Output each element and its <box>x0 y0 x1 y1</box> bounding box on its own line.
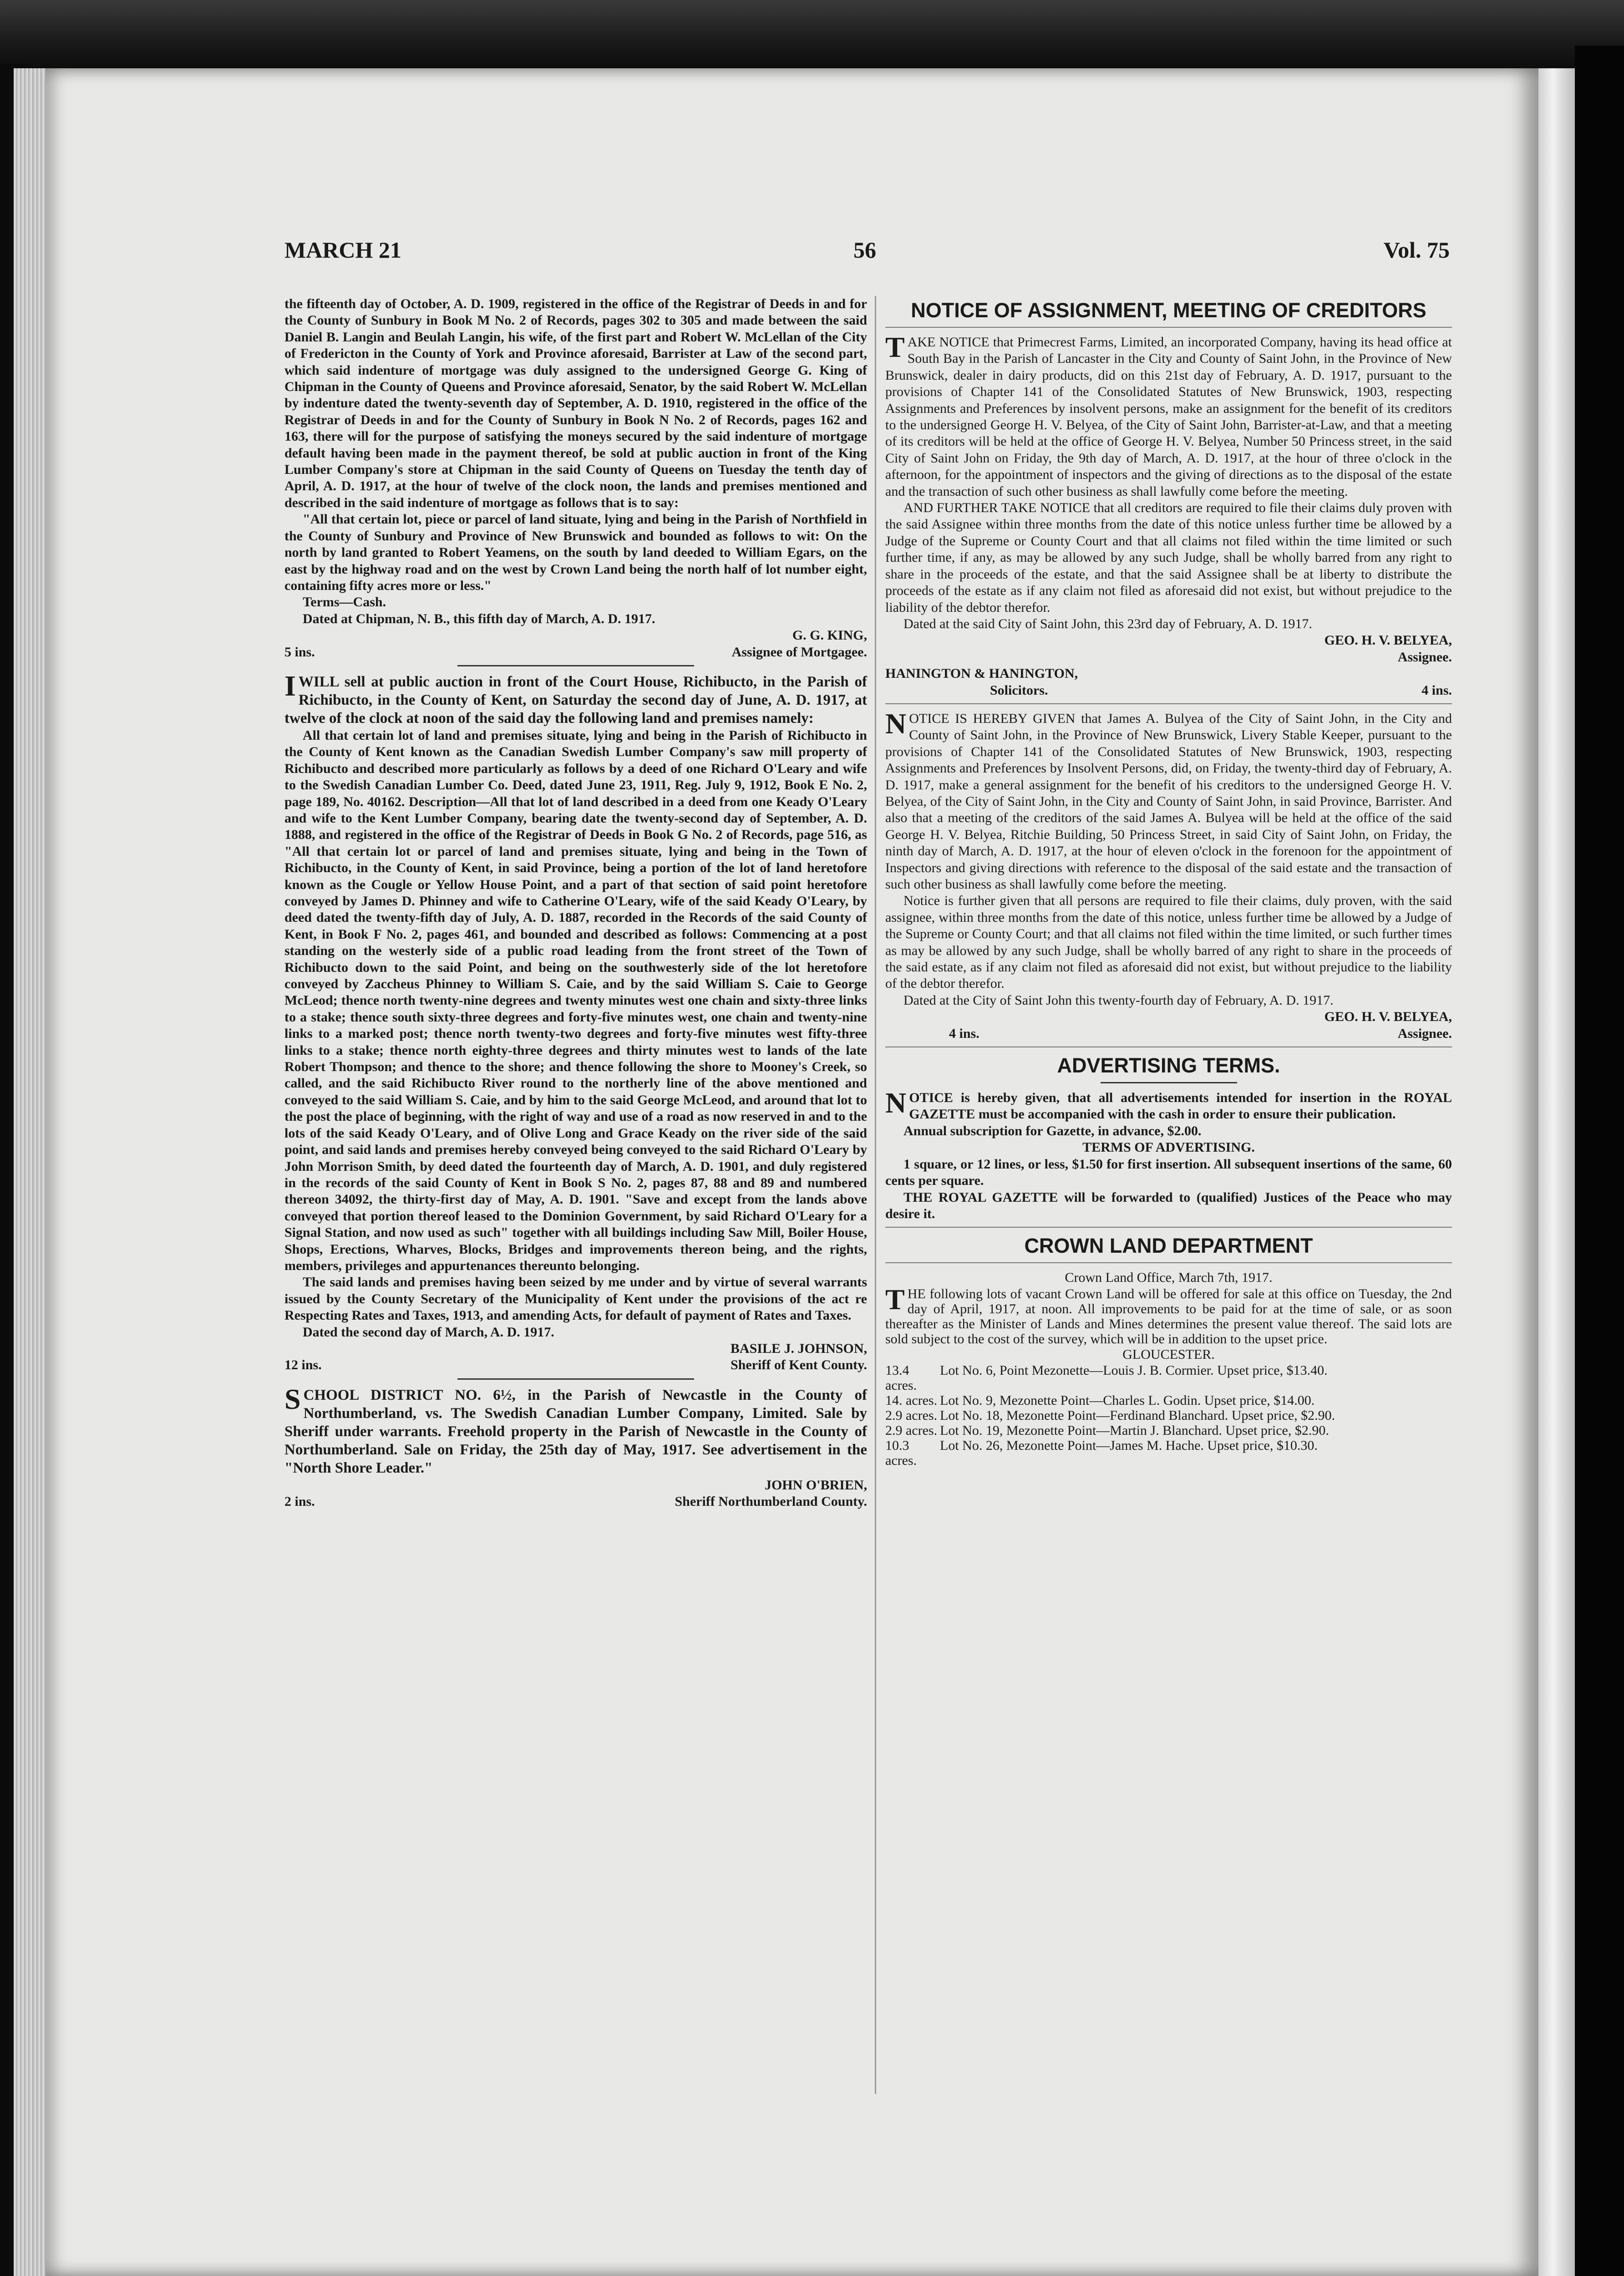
auction-signer: BASILE J. JOHNSON, <box>730 1341 867 1356</box>
lot-desc: Lot No. 6, Point Mezonette—Louis J. B. Cormier. Upset price, $13.40. <box>940 1363 1328 1378</box>
separator-rule <box>885 1227 1452 1228</box>
assignment-title: NOTICE OF ASSIGNMENT, MEETING OF CREDITORS <box>911 299 1426 322</box>
crown-lot-item <box>885 1363 1452 1393</box>
advertising-subtitle: TERMS OF ADVERTISING. <box>1082 1140 1255 1155</box>
assignment-footer <box>885 682 1452 699</box>
lot-desc: Lot No. 9, Mezonette Point—Charles L. Godin. Upset price, $14.00. <box>940 1393 1315 1408</box>
lot-acres: 2.9 acres. <box>885 1408 938 1423</box>
page-right-edge <box>1538 68 1575 2276</box>
assignment-p2: AND FURTHER TAKE NOTICE that all creditors are required to file their claims duly proven with the said Assignee within three months from the date of this notice unless further time be allowed by a Judge of the Supreme or County Court and that all claims not filed within the time limited or such further time, if any, as may be allowed by any such Judge, shall be wholly barred from any right to share in the proceeds of the estate, and that the said Assignee shall be at liberty to distribute the proceeds of the estate as if any claim not filed as aforesaid did not exist, but without prejudice to the liability of the debtor therefor. <box>885 500 1452 615</box>
title-rule <box>885 327 1452 328</box>
school-role: Sheriff Northumberland County. <box>675 1494 867 1509</box>
column-divider <box>875 296 876 2094</box>
mortgage-quote: "All that certain lot, piece or parcel of land situate, lying and being in the Parish of Northfield in the County of Sunbury and Province of New Brunswick and bounded as follows to wit: On the north by land granted to Robert Yeamens, on the south by land deeded to William Egars, on the east by the highway road and on the west by Crown Land being the north half of lot number eight, containing fifty acres more or less." <box>284 512 867 593</box>
bulyea-p1: NOTICE IS HEREBY GIVEN that James A. Bulyea of the City of Saint John, in the City and County of Saint John, in the Province of New Brunswick, Livery Stable Keeper, pursuant to the provisions of Chapter 141 of the Consolidated Statutes of New Brunswick, 1903, respecting Assignments and Preferences by Insolvent Persons, did, on Friday, the twenty-third day of February, A. D. 1917, make a general assignment for the benefit of his creditors to the undersigned George H. V. Belyea, of the City of Saint John, in the City and County of Saint John, in said Province, Barrister. And also that a meeting of the creditors of the said James A. Bulyea will be held at the office of the said George H. V. Belyea, Ritchie Building, 50 Princess Street, in said City of Saint John, on Friday, the ninth day of March, A. D. 1917, at the hour of eleven o'clock in the forenoon for the appointment of Inspectors and giving directions with reference to the disposal of the said estate and the transaction of such other business as shall lawfully come before the meeting. <box>885 707 1452 892</box>
advertising-p3: 1 square, or 12 lines, or less, $1.50 for first insertion. All subsequent insertions of the same, 60 cents per square. <box>885 1156 1452 1189</box>
header-volume: Vol. 75 <box>1383 237 1450 263</box>
mortgage-role: Assignee of Mortgagee. <box>731 644 867 660</box>
mortgage-ins: 5 ins. <box>284 644 315 660</box>
lot-acres: 10.3 acres. <box>885 1438 917 1468</box>
assignment-ins: 4 ins. <box>1421 682 1452 698</box>
court-house-auction-notice <box>284 669 867 1374</box>
school-district-notice <box>284 1382 867 1510</box>
bulyea-role: Assignee. <box>1397 1026 1452 1041</box>
assignment-p1: TAKE NOTICE that Primecrest Farms, Limited, an incorporated Company, having its head office at South Bay in the Parish of Lancaster in the City and County of Saint John, in the Province of New Brunswick, dealer in dairy products, did on this 21st day of February, A. D. 1917, pursuant to the provisions of Chapter 141 of the Consolidated Statutes of New Brunswick, 1903, respecting Assignments and Preferences by insolvent persons, make an assignment for the benefit of its creditors to the undersigned George H. V. Belyea, of the City of Saint John, Barrister-at-Law, and that a meeting of its creditors will be held at the office of George H. V. Belyea, Number 50 Princess street, in the said City of Saint John on Friday, the 9th day of March, A. D. 1917, at the hour of three o'clock in the afternoon, for the appointment of inspectors and the giving of directions as to the disposal of the estate and the transaction of such other business as shall lawfully come before the meeting. <box>885 331 1452 499</box>
auction-role: Sheriff of Kent County. <box>731 1357 867 1373</box>
auction-body: All that certain lot of land and premises situate, lying and being in the Parish of Richibucto in the County of Kent known as the Canadian Swedish Lumber Company's saw mill property of Richibucto and described more particularly as follows by a deed of one Richard O'Leary and wife to the Swedish Canadian Lumber Co. Deed, dated June 23, 1911, Reg. July 9, 1912, Book E No. 2, page 189, No. 40162. Description—All that lot of land described in a deed from one Keady O'Leary and wife to the Kent Lumber Company, bearing date the twenty-second day of September, A. D. 1888, and registered in the office of the Registrar of Deeds in Book G No. 2 of Records, page 516, as "All that certain lot or parcel of land and premises situate, lying and being in the Town of Richibucto, in the County of Kent, in said Province, being a portion of the lot of land heretofore known as the Cougle or Yellow House Point, and a part of that section of said point heretofore conveyed by James D. Phinney and wife to Catherine O'Leary, wife of the said Keady O'Leary, by deed dated the twenty-fifth day of July, A. D. 1887, recorded in the Records of the said County of Kent, in Book F No. 2, pages 461, and bounded and described as follows: Commencing at a post standing on the westerly side of a public road leading from the front street of the Town of Richibucto down to the said Point, and being on the southwesterly side of the lot heretofore conveyed by Zaccheus Phinney to William S. Caie, and by the said William S. Caie to George McLeod; thence north twenty-nine degrees and twenty minutes west one chain and sixty-three links to a stake; thence south sixty-three degrees and forty-five minutes west, one chain and twenty-nine links to a marked post; thence north twenty-two degrees and forty-five minutes west fifty-three links to a stake; thence north eighty-three degrees and thirty minutes west to lands of the late Robert Thompson; and thence to the shore; and thence following the shore to Mooney's Creek, so called, and the said Richibucto River round to the northerly line of the above mentioned and conveyed to the said William S. Caie, and by him to the said George McLeod, and around that lot to the post the place of beginning, with the right of way and use of a road as now reserved in and to the lots of the said Keady O'Leary, and of Olive Long and Grace Keady on the river side of the said point, and said lands and premises hereby conveyed being conveyed to the said Richard O'Leary by John Morrison Smith, by deed dated the fourteenth day of March, A. D. 1901, and duly registered in the records of the said County of Kent in Book S No. 2, pages 87, 88 and 89 and numbered thereon 34092, the thirty-first day of May, A. D. 1901. "Save and except from the lands above conveyed that portion thereof leased to the Dominion Government, by said Richard O'Leary for a Signal Station, and now used as such" together with all buildings including Saw Mill, Boiler House, Shops, Erections, Wharves, Blocks, Bridges and improvements thereon being, and the rights, members, privileges and appurtenances thereunto belonging. <box>284 727 867 1273</box>
mortgage-footer <box>284 644 867 660</box>
auction-dated: Dated the second day of March, A. D. 1917. <box>303 1324 554 1340</box>
lot-desc: Lot No. 26, Mezonette Point—James M. Hache. Upset price, $10.30. <box>940 1438 1318 1453</box>
crown-lot-list <box>885 1363 1452 1468</box>
advertising-terms <box>885 1054 1452 1222</box>
auction-seized: The said lands and premises having been seized by me under and by virtue of several warrants issued by the County Secretary of the Municipality of Kent under the provisions of the act re Respecting Rates and Taxes, 1913, and amending Acts, for default of payment of Rates and Taxes. <box>284 1275 867 1323</box>
crown-lot-item <box>885 1423 1452 1438</box>
crown-p1: THE following lots of vacant Crown Land will be offered for sale at this office on Tuesday, the 2nd day of April, 1917, at noon. All improvements to be paid for at the time of sale, or as soon thereafter as the Minister of Lands and Mines determines the present value thereof. The said lots are sold subject to the cost of the survey, which will be in addition to the upset price. <box>885 1283 1452 1346</box>
school-text: SCHOOL DISTRICT NO. 6½, in the Parish of Newcastle in the County of Northumberland, vs. The Swedish Canadian Lumber Company, Limited. Sale by Sheriff under warrants. Freehold property in the Parish of Newcastle in the County of Northumberland. Sale on Friday, the 25th day of May, 1917. See advertisement in the "North Shore Leader." <box>284 1382 867 1476</box>
advertising-title: ADVERTISING TERMS. <box>1057 1054 1280 1077</box>
header-page-number: 56 <box>853 237 876 263</box>
crown-title: CROWN LAND DEPARTMENT <box>1024 1234 1313 1258</box>
crown-lot-item <box>885 1408 1452 1423</box>
school-footer <box>284 1494 867 1510</box>
separator-rule <box>885 703 1452 704</box>
bulyea-assignment-notice <box>885 707 1452 1042</box>
page-header <box>284 237 1450 269</box>
bulyea-dated: Dated at the City of Saint John this twenty-fourth day of February, A. D. 1917. <box>903 992 1334 1008</box>
scan-background-right <box>1575 46 1624 2276</box>
crown-lot-item <box>885 1393 1452 1408</box>
school-ins: 2 ins. <box>284 1494 315 1509</box>
crown-office: Crown Land Office, March 7th, 1917. <box>1065 1270 1273 1285</box>
title-rule <box>1101 1082 1237 1083</box>
page-stack-edge <box>14 68 50 2276</box>
auction-ins: 12 ins. <box>284 1357 322 1373</box>
assignment-solicitor-role: Solicitors. <box>990 682 1048 698</box>
advertising-p1: NOTICE is hereby given, that all advertisements intended for insertion in the ROYAL GAZETTE must be accompanied with the cash in order to ensure their publication. <box>885 1087 1452 1122</box>
auction-intro: IWILL sell at public auction in front of the Court House, Richibucto, in the Parish of Richibucto, in the County of Kent, on Saturday the second day of June, A. D. 1917, at twelve of the clock at noon of the said day the following land and premises namely: <box>284 669 867 726</box>
bulyea-p2: Notice is further given that all persons are required to file their claims, duly proven, with the said assignee, within three months from the date of this notice, unless further time be allowed by a Judge of the Supreme or County Court; and that all claims not filed within the time limited, or such further times as may be allowed by any such Judge, shall be wholly barred of any right to share in the proceeds of the said estate, as if any claim not filed as aforesaid did not exist, but without prejudice to the liability of the debtor therefor. <box>885 893 1452 991</box>
separator-rule <box>457 1378 694 1380</box>
assignment-solicitor: HANINGTON & HANINGTON, <box>885 666 1078 681</box>
lot-desc: Lot No. 18, Mezonette Point—Ferdinand Blanchard. Upset price, $2.90. <box>940 1408 1335 1423</box>
lot-acres: 14. acres. <box>885 1393 938 1408</box>
bulyea-footer <box>885 1026 1452 1042</box>
mortgage-text: the fifteenth day of October, A. D. 1909, registered in the office of the Registrar of Deeds in and for the County of Sunbury in Book M No. 2 of Records, pages 302 to 305 and made between the said Daniel B. Langin and Beulah Langin, his wife, of the first part and Robert W. McLellan of the City of Fredericton in the County of York and Province aforesaid, Barrister at Law of the second part, which said indenture of mortgage was duly assigned to the undersigned George G. King of Chipman in the County of Queens and Province aforesaid, Senator, by the said Robert W. McLellan by indenture dated the twenty-seventh day of September, A. D. 1910, registered in the office of the Registrar of Deeds in and for the County of Sunbury in Book N No. 2 of Records, pages 162 and 163, there will for the purpose of satisfying the moneys secured by the said indenture of mortgage default having been made in the payment thereof, be sold at public auction in front of the King Lumber Company's store at Chipman in the said County of Queens on Tuesday the tenth day of April, A. D. 1917, at the hour of twelve of the clock noon, the lands and premises mentioned and described in the said indenture of mortgage as follows that is to say: <box>284 296 867 510</box>
title-rule <box>885 1262 1452 1263</box>
crown-land-department <box>885 1234 1452 1468</box>
mortgage-sale-notice <box>284 296 867 660</box>
assignment-dated: Dated at the said City of Saint John, this 23rd day of February, A. D. 1917. <box>903 616 1312 631</box>
header-date: MARCH 21 <box>284 237 401 263</box>
assignment-signer: GEO. H. V. BELYEA, <box>1324 633 1452 648</box>
left-column <box>284 296 867 1510</box>
lot-acres: 13.4 acres. <box>885 1363 917 1393</box>
school-signer: JOHN O'BRIEN, <box>764 1477 867 1493</box>
assignment-role: Assignee. <box>1397 649 1452 665</box>
crown-lot-item <box>885 1438 1452 1468</box>
mortgage-dated: Dated at Chipman, N. B., this fifth day of March, A. D. 1917. <box>303 611 655 626</box>
mortgage-terms: Terms—Cash. <box>303 594 386 610</box>
mortgage-signer: G. G. KING, <box>792 628 867 643</box>
lot-desc: Lot No. 19, Mezonette Point—Martin J. Blanchard. Upset price, $2.90. <box>940 1423 1329 1438</box>
separator-rule <box>457 665 694 666</box>
lot-acres: 2.9 acres. <box>885 1423 938 1438</box>
bulyea-signer: GEO. H. V. BELYEA, <box>1324 1009 1452 1025</box>
bulyea-ins: 4 ins. <box>949 1026 979 1041</box>
advertising-p2: Annual subscription for Gazette, in advance, $2.00. <box>903 1123 1202 1138</box>
assignment-notice <box>885 299 1452 699</box>
crown-county: GLOUCESTER. <box>1122 1346 1215 1362</box>
advertising-p4: THE ROYAL GAZETTE will be forwarded to (qualified) Justices of the Peace who may desire it. <box>885 1189 1452 1221</box>
scan-background-top <box>0 0 1624 68</box>
auction-footer <box>284 1357 867 1373</box>
right-column <box>885 296 1452 1468</box>
